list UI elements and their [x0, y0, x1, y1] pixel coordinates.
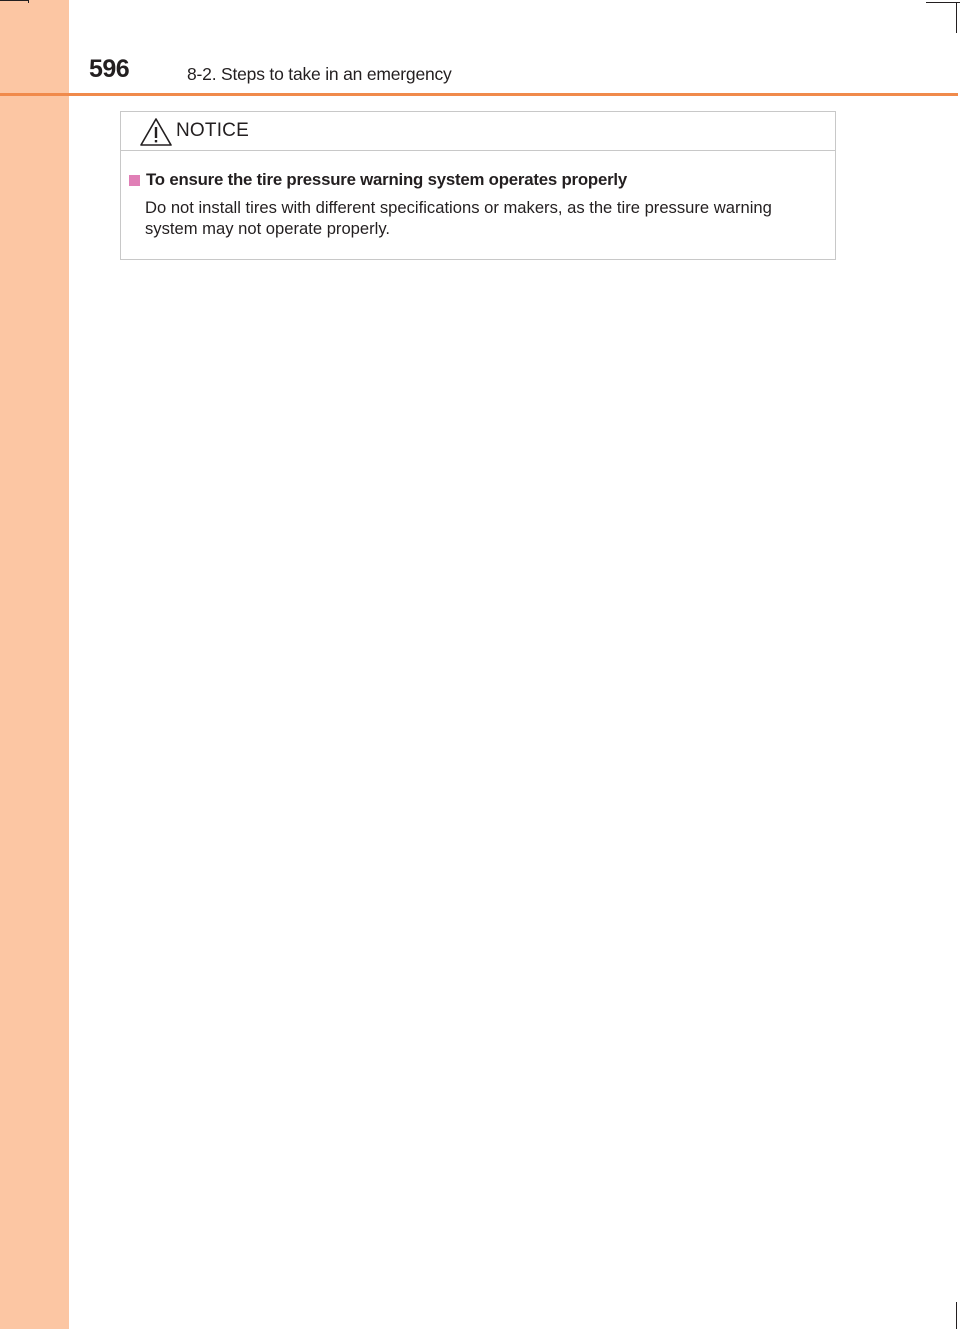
- bullet-square-icon: [129, 175, 140, 186]
- header-divider: [0, 93, 958, 96]
- notice-body: [121, 151, 835, 239]
- side-color-band: [0, 0, 69, 1329]
- section-title: 8-2. Steps to take in an emergency: [187, 64, 452, 84]
- notice-item-heading: To ensure the tire pressure warning system operates properly: [146, 170, 628, 189]
- crop-mark-bottom-right: [956, 1302, 957, 1329]
- page-number: 596: [89, 55, 130, 83]
- notice-box: [120, 111, 836, 260]
- warning-triangle-icon: [139, 117, 173, 147]
- notice-item-heading-row: [129, 169, 823, 191]
- page-header: [0, 0, 960, 96]
- notice-label: NOTICE: [176, 120, 249, 141]
- notice-header: [121, 112, 835, 151]
- notice-item-text: Do not install tires with different specifications or makers, as the tire pressure warning system may not operate properly.: [145, 198, 772, 238]
